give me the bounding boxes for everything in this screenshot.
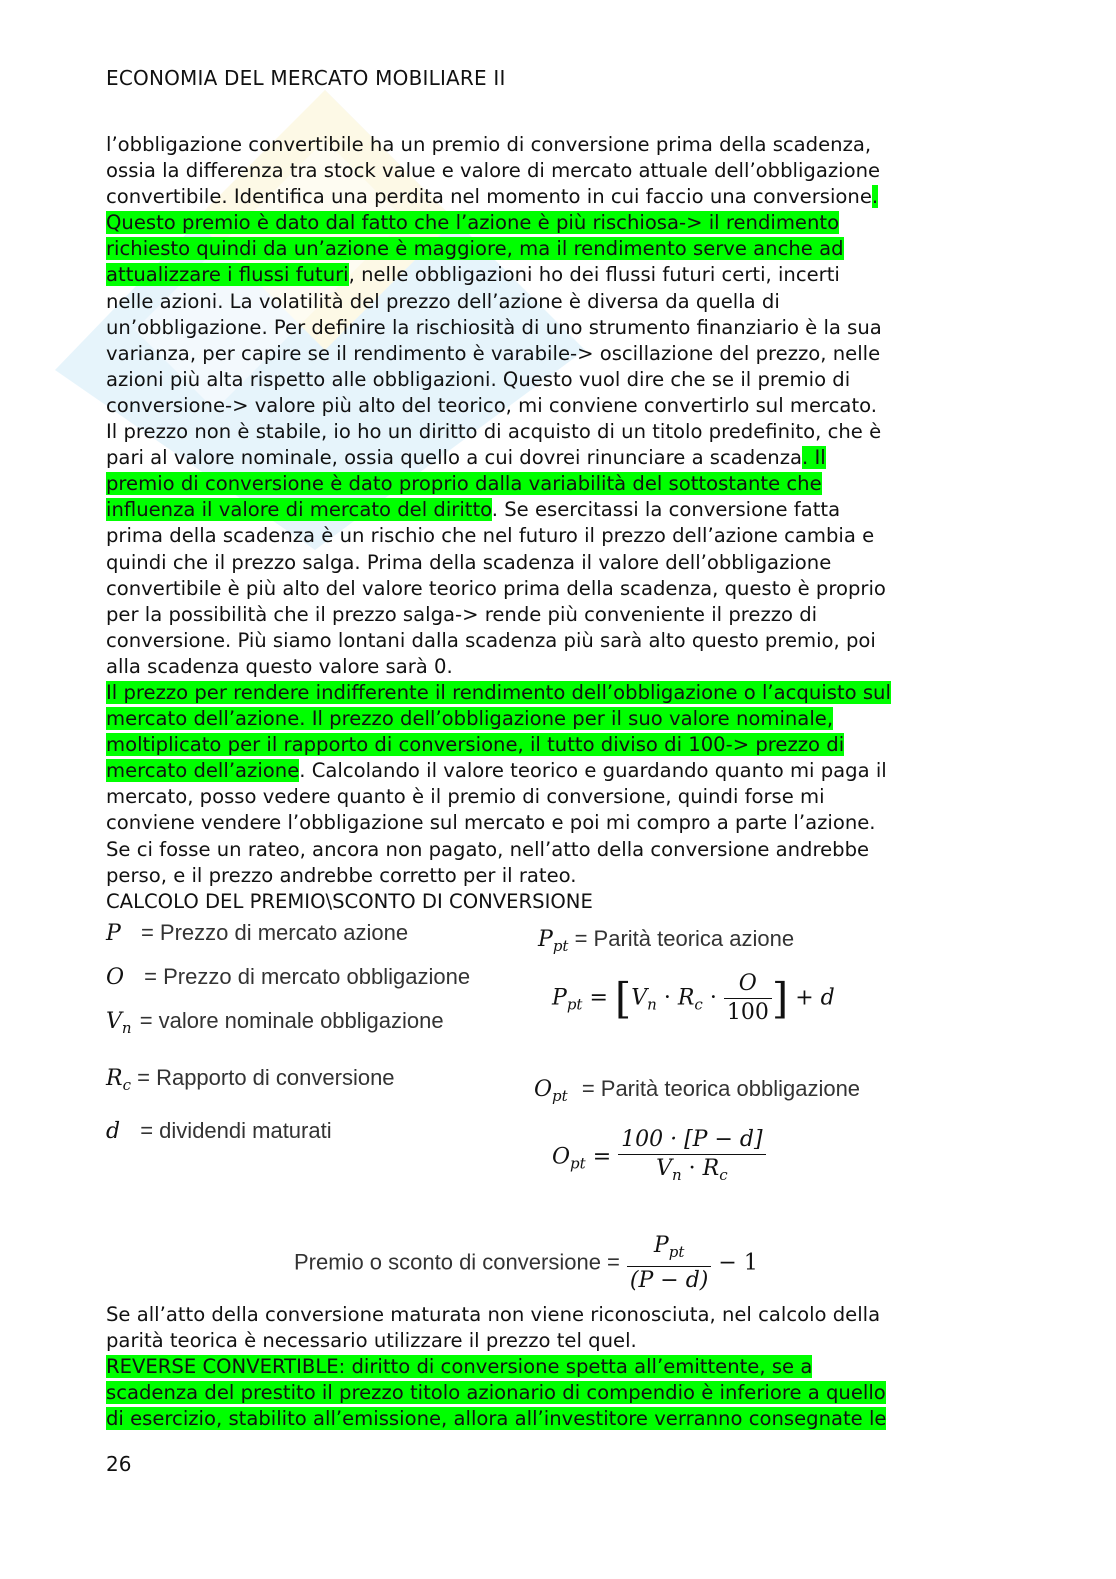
- highlighted-text: mercato dell’azione: [106, 759, 300, 783]
- formula-premio-sconto: Premio o sconto di conversione = $\frac{P_{pt}}{(P - d)}$ − 1: [294, 1233, 758, 1293]
- text-segment: Il prezzo non è stabile, io ho un diritto di acquisto di un titolo predefinito, che è: [106, 420, 882, 444]
- text-line: [106, 758, 1006, 784]
- highlighted-text: Il prezzo per rendere indifferente il rendimento dell’obbligazione o l’acquisto sul: [106, 680, 891, 704]
- text-line: [106, 1328, 1006, 1354]
- text-line: [106, 341, 1006, 367]
- text-segment: perso, e il prezzo andrebbe corretto per il rateo.: [106, 863, 577, 887]
- fraction: $\frac{P_{pt}}{(P - d)}$: [627, 1232, 711, 1295]
- text-line: [106, 628, 1006, 654]
- text-line: [106, 576, 1006, 602]
- text-segment: l’obbligazione convertibile ha un premio di conversione prima della scadenza,: [106, 133, 872, 156]
- text-line: [106, 497, 1006, 523]
- definition-ppt: $P_{pt}$ = Parità teorica azione: [538, 926, 795, 955]
- text-segment: quindi che il prezzo salga. Prima della scadenza il valore dell’obbligazione: [106, 550, 832, 574]
- text-segment: un’obbligazione. Per definire la rischiosità di uno strumento finanziario è la sua: [106, 315, 882, 339]
- highlighted-text: influenza il valore di mercato del diritto: [106, 498, 492, 522]
- text-line: [106, 289, 1006, 315]
- highlighted-text: Questo premio è dato dal fatto che l’azione è più rischiosa-> il rendimento: [106, 211, 840, 235]
- text-line: [106, 680, 1006, 706]
- text-segment: Se ci fosse un rateo, ancora non pagato, nell’atto della conversione andrebbe: [106, 837, 870, 861]
- definition-opt: $O_{pt}$ = Parità teorica obbligazione: [534, 1076, 861, 1105]
- highlighted-text: REVERSE CONVERTIBLE: diritto di conversione spetta all’emittente, se a: [106, 1355, 813, 1379]
- text-line: [106, 471, 1006, 497]
- highlighted-text: attualizzare i flussi futuri: [106, 263, 349, 287]
- fraction: $\frac{100 \cdot [P - d]}{V_n \cdot R_c}$: [618, 1126, 765, 1189]
- definition-p: P = Prezzo di mercato azione: [106, 920, 409, 946]
- text-segment: conversione-> valore più alto del teorico, mi conviene convertirlo sul mercato.: [106, 393, 877, 417]
- text-line: [106, 184, 1006, 210]
- definition-d: d = dividendi maturati: [106, 1118, 332, 1144]
- body-paragraph-after-formulas: [106, 1302, 1006, 1432]
- text-line: [106, 445, 1006, 471]
- text-line: [106, 523, 1006, 549]
- highlighted-text: mercato dell’azione. Il prezzo dell’obbligazione per il suo valore nominale,: [106, 707, 834, 731]
- text-line: [106, 550, 1006, 576]
- text-segment: prima della scadenza è un rischio che nel futuro il prezzo dell’azione cambia e: [106, 524, 875, 548]
- text-segment: convertibile. Identifica una perdita nel momento in cui faccio una conversione: [106, 185, 872, 209]
- text-segment: parità teorica è necessario utilizzare il prezzo tel quel.: [106, 1329, 637, 1353]
- definition-o: O = Prezzo di mercato obbligazione: [106, 964, 471, 990]
- definition-vn: $V_n$ = valore nominale obbligazione: [106, 1008, 444, 1037]
- text-segment: conviene vendere l’obbligazione sul mercato e poi mi compro a parte l’azione.: [106, 811, 876, 835]
- highlighted-text: premio di conversione è dato proprio dalla variabilità del sottostante che: [106, 472, 822, 496]
- body-paragraph: [106, 132, 1006, 915]
- text-line: [106, 132, 1006, 158]
- text-segment: , nelle obbligazioni ho dei flussi futuri certi, incerti: [348, 263, 840, 287]
- text-segment: CALCOLO DEL PREMIO\SCONTO DI CONVERSIONE: [106, 889, 593, 913]
- text-line: [106, 784, 1006, 810]
- highlighted-text: richiesto quindi da un’azione è maggiore, ma il rendimento serve anche ad: [106, 237, 844, 261]
- highlighted-text: . Il: [802, 446, 826, 470]
- highlighted-text: scadenza del prestito il prezzo titolo azionario di compendio è inferiore a quello: [106, 1381, 886, 1405]
- text-line: [106, 810, 1006, 836]
- text-line: [106, 1380, 1006, 1406]
- text-segment: azioni più alta rispetto alle obbligazioni. Questo vuol dire che se il premio di: [106, 367, 851, 391]
- text-line: [106, 654, 1006, 680]
- text-segment: . Se esercitassi la conversione fatta: [491, 498, 841, 522]
- text-line: [106, 602, 1006, 628]
- text-segment: nelle azioni. La volatilità del prezzo dell’azione è diversa da quella di: [106, 289, 780, 313]
- text-segment: pari al valore nominale, ossia quello a cui dovrei rinunciare a scadenza: [106, 446, 802, 470]
- page-number: 26: [106, 1452, 132, 1476]
- text-line: [106, 158, 1006, 184]
- text-segment: varianza, per capire se il rendimento è varabile-> oscillazione del prezzo, nelle: [106, 341, 881, 365]
- highlighted-text: moltiplicato per il rapporto di conversione, il tutto diviso di 100-> prezzo di: [106, 733, 845, 757]
- text-line: [106, 889, 1006, 915]
- formula-parita-obbligazione: $O_{pt}$ = $\frac{100 \cdot [P - d]}{V_n \cdot R_c}$: [552, 1126, 766, 1189]
- text-line: [106, 393, 1006, 419]
- text-segment: Se all’atto della conversione maturata non viene riconosciuta, nel calcolo della: [106, 1303, 881, 1326]
- text-line: [106, 732, 1006, 758]
- highlighted-text: di esercizio, stabilito all’emissione, allora all’investitore verranno consegnate le: [106, 1407, 887, 1431]
- document-header: ECONOMIA DEL MERCATO MOBILIARE II: [106, 66, 506, 90]
- text-line: [106, 1302, 1006, 1328]
- text-line: [106, 1354, 1006, 1380]
- text-segment: conversione. Più siamo lontani dalla scadenza più sarà alto questo premio, poi: [106, 628, 876, 652]
- formula-parita-azione: $P_{pt} = [V_n \cdot R_c$ · $\frac{O}{100}$ ] + d: [552, 971, 835, 1025]
- text-segment: ossia la differenza tra stock value e valore di mercato attuale dell’obbligazione: [106, 159, 881, 183]
- text-line: [106, 236, 1006, 262]
- text-line: [106, 837, 1006, 863]
- text-line: [106, 706, 1006, 732]
- text-line: [106, 419, 1006, 445]
- text-segment: alla scadenza questo valore sarà 0.: [106, 654, 453, 678]
- text-line: [106, 210, 1006, 236]
- fraction: $\frac{O}{100}$: [724, 970, 772, 1027]
- text-line: [106, 367, 1006, 393]
- text-line: [106, 315, 1006, 341]
- text-segment: mercato, posso vedere quanto è il premio di conversione, quindi forse mi: [106, 785, 825, 809]
- text-segment: per la possibilità che il prezzo salga-> rende più conveniente il prezzo di: [106, 602, 818, 626]
- text-segment: convertibile è più alto del valore teorico prima della scadenza, questo è proprio: [106, 576, 886, 600]
- text-segment: . Calcolando il valore teorico e guardando quanto mi paga il: [299, 759, 887, 783]
- text-line: [106, 1406, 1006, 1432]
- highlighted-text: .: [871, 185, 879, 209]
- text-line: [106, 863, 1006, 889]
- definition-rc: $R_c$ = Rapporto di conversione: [106, 1065, 395, 1094]
- text-line: [106, 262, 1006, 288]
